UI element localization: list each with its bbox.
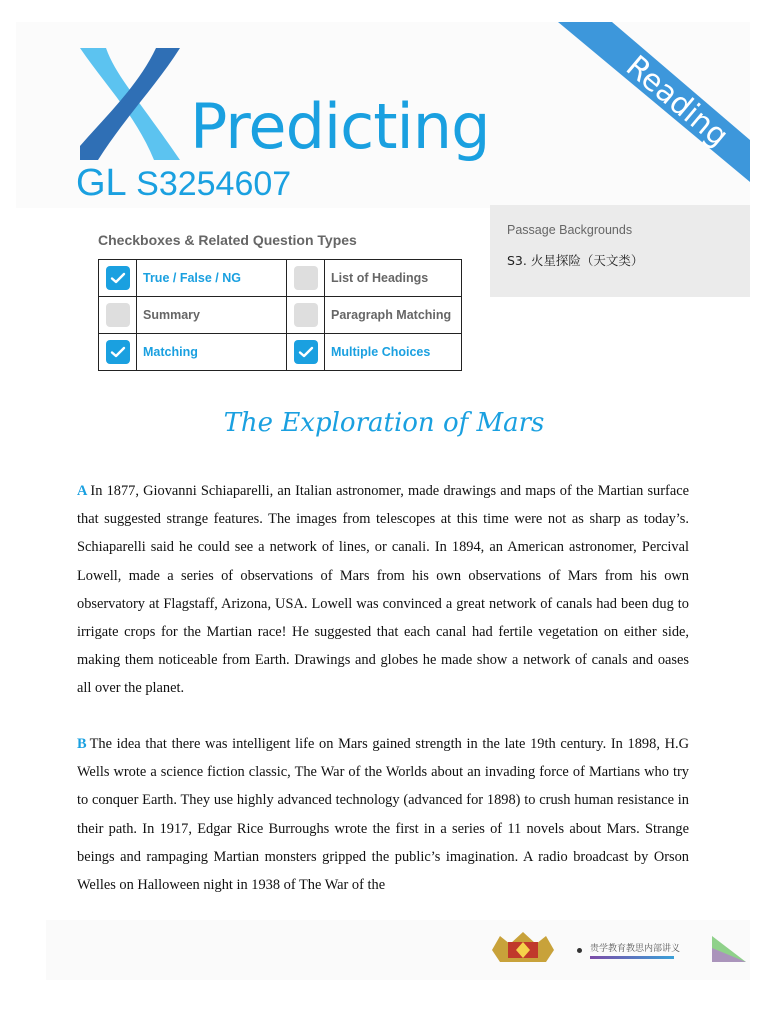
unchecked-checkbox-icon[interactable] — [294, 303, 318, 327]
checkbox-cell — [287, 334, 325, 371]
code-prefix: GL — [76, 162, 127, 204]
checkbox-cell — [99, 334, 137, 371]
passage-code — [76, 164, 291, 202]
unchecked-checkbox-icon[interactable] — [106, 303, 130, 327]
checkbox-cell — [99, 260, 137, 297]
footer-dot — [577, 948, 582, 953]
question-types-title: Checkboxes & Related Question Types — [98, 232, 357, 248]
checkbox-cell — [287, 297, 325, 334]
paragraph-b — [77, 730, 689, 899]
ribbon-label: Reading — [619, 48, 735, 155]
checkbox-cell — [99, 297, 137, 334]
brand-title: Predicting — [190, 90, 490, 163]
passage-title: The Exploration of Mars — [223, 408, 545, 438]
passage-backgrounds-title: Passage Backgrounds — [507, 223, 633, 237]
page-corner-triangle-icon — [710, 934, 748, 964]
question-type-label: Paragraph Matching — [325, 297, 462, 334]
passage-backgrounds-item: S3. 火星探险（天文类） — [507, 253, 644, 268]
x-logo-icon — [76, 46, 184, 162]
code-number: S3254607 — [136, 165, 292, 203]
unchecked-checkbox-icon[interactable] — [294, 266, 318, 290]
question-type-row — [99, 297, 462, 334]
question-type-label: List of Headings — [325, 260, 462, 297]
checked-checkbox-icon[interactable] — [294, 340, 318, 364]
paragraph-text: In 1877, Giovanni Schiaparelli, an Italian astronomer, made drawings and maps of the Martian surface that suggested strange features. The images from telescopes at this time were not as sharp as today’s. Schiaparelli said he could see a network of lines, or canali. In 1894, an American astronomer, Percival Lowell, made a series of observations of Mars from his own observations of Mars from his own observatory at Flagstaff, Arizona, USA. Lowell was convinced a great network of canals had been dug to irrigate crops for the Martian race! He suggested that each canal had fertile vegetation on either side, making them noticeable from Earth. Drawings and globes he made show a network of canals and oases all over the planet. — [77, 483, 689, 697]
paragraph-text: The idea that there was intelligent life on Mars gained strength in the late 19th century. In 1898, H.G Wells wrote a science fiction classic, The War of the Worlds about an invading force of Martians who try to conquer Earth. They use highly advanced technology (advanced for 1898) to crush human resistance in their path. In 1917, Edgar Rice Burroughs wrote the first in a series of 11 novels about Mars. Strange beings and rampaging Martian monsters gripped the public’s imagination. A radio broadcast by Orson Welles on Halloween night in 1938 of The War of the — [77, 736, 689, 894]
paragraph-letter: A — [77, 483, 88, 499]
paragraph-a — [77, 477, 689, 703]
question-type-row — [99, 334, 462, 371]
checked-checkbox-icon[interactable] — [106, 266, 130, 290]
checkbox-cell — [287, 260, 325, 297]
paragraph-letter: B — [77, 736, 87, 752]
passage-backgrounds-box — [490, 205, 750, 297]
school-logo-icon — [490, 930, 556, 964]
footer-text: 贵学教育教思内部讲义 — [590, 944, 681, 954]
question-type-label: Multiple Choices — [325, 334, 462, 371]
checked-checkbox-icon[interactable] — [106, 340, 130, 364]
question-types-table — [98, 259, 462, 371]
question-type-row — [99, 260, 462, 297]
question-type-label: Summary — [137, 297, 287, 334]
question-type-label: True / False / NG — [137, 260, 287, 297]
footer-underline — [590, 956, 674, 959]
question-type-label: Matching — [137, 334, 287, 371]
